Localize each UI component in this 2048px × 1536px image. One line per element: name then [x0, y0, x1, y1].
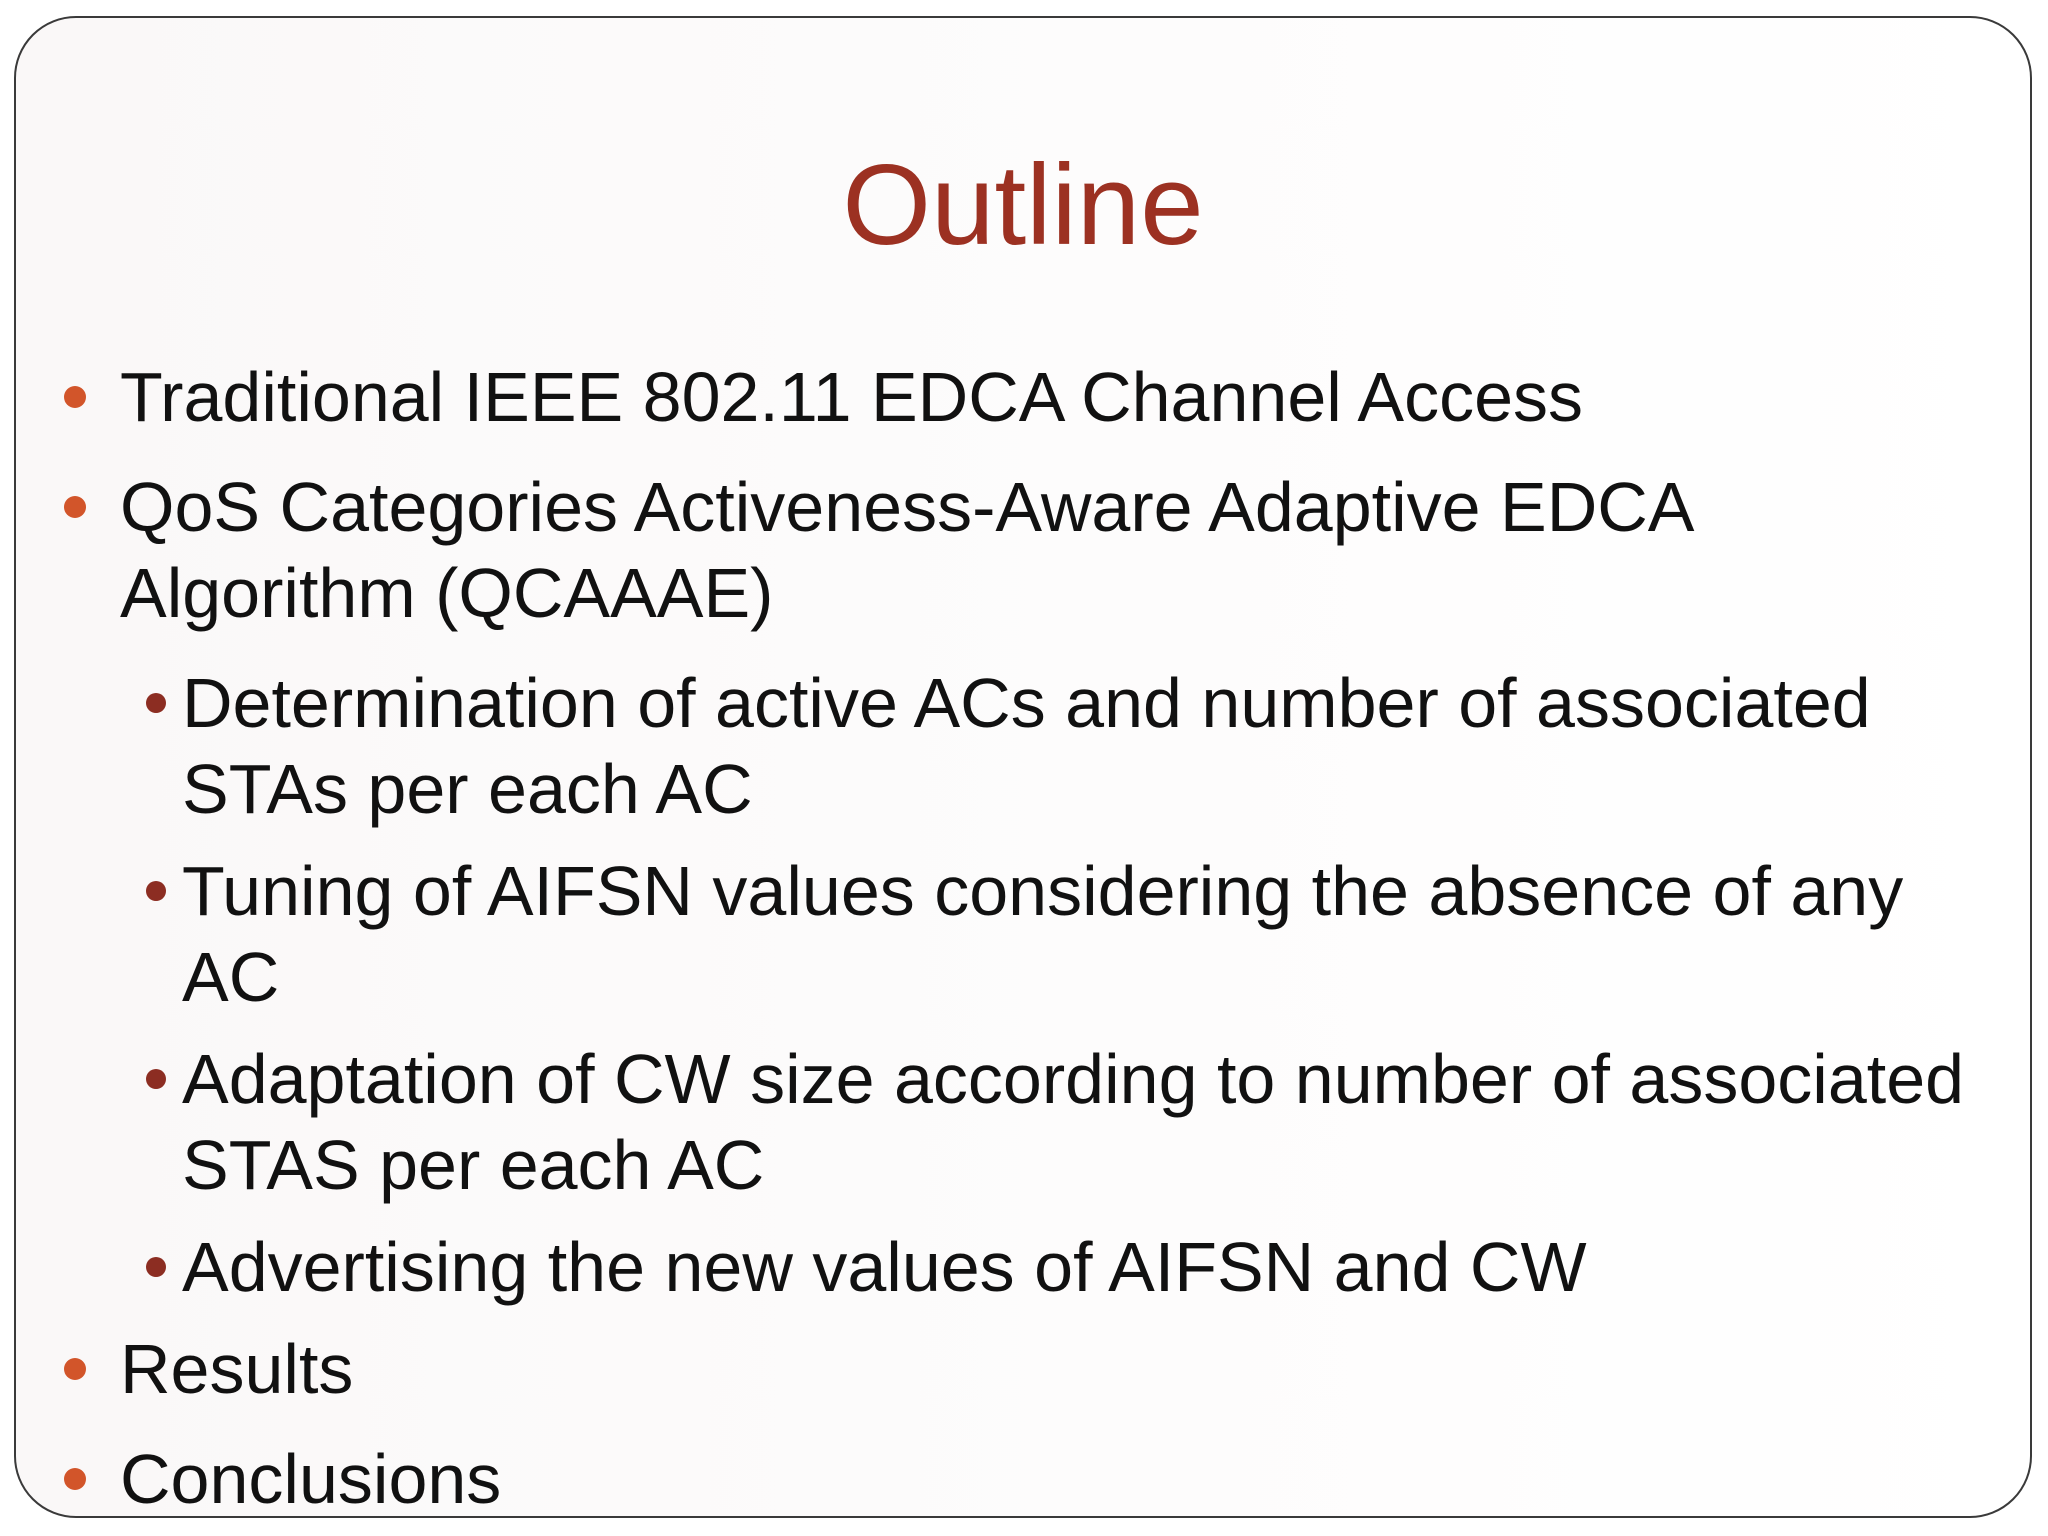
sub-bullet-item	[120, 1224, 2000, 1310]
sub-bullet-dot-icon	[146, 1069, 166, 1089]
bullet-dot-icon	[64, 1358, 86, 1380]
bullet-item	[120, 354, 2000, 440]
slide-title: Outline	[842, 142, 1204, 269]
bullet-item	[120, 464, 2000, 636]
sub-bullet-text: Determination of active ACs and number of associated STAs per each AC	[182, 664, 1871, 828]
bullet-dot-icon	[64, 386, 86, 408]
bullet-dot-icon	[64, 1468, 86, 1490]
sub-bullet-text: Advertising the new values of AIFSN and CW	[182, 1228, 1587, 1306]
sub-bullet-item	[120, 660, 2000, 832]
sub-bullet-dot-icon	[146, 1257, 166, 1277]
sub-bullet-text: Adaptation of CW size according to number of associated STAS per each AC	[182, 1040, 1965, 1204]
sub-bullet-item	[120, 848, 2000, 1020]
bullet-item	[120, 1326, 2000, 1412]
sub-bullet-dot-icon	[146, 693, 166, 713]
bullet-list	[120, 354, 2000, 1518]
bullet-dot-icon	[64, 496, 86, 518]
bullet-item	[120, 1436, 2000, 1518]
bullet-text: Results	[120, 1330, 354, 1408]
bullet-text: Traditional IEEE 802.11 EDCA Channel Access	[120, 358, 1584, 436]
slide	[14, 16, 2032, 1518]
bullet-text: Conclusions	[120, 1440, 502, 1518]
bullet-text: QoS Categories Activeness-Aware Adaptive EDCA Algorithm (QCAAAE)	[120, 468, 1691, 632]
sub-bullet-dot-icon	[146, 881, 166, 901]
sub-bullet-text: Tuning of AIFSN values considering the absence of any AC	[182, 852, 1904, 1016]
sub-bullet-item	[120, 1036, 2000, 1208]
